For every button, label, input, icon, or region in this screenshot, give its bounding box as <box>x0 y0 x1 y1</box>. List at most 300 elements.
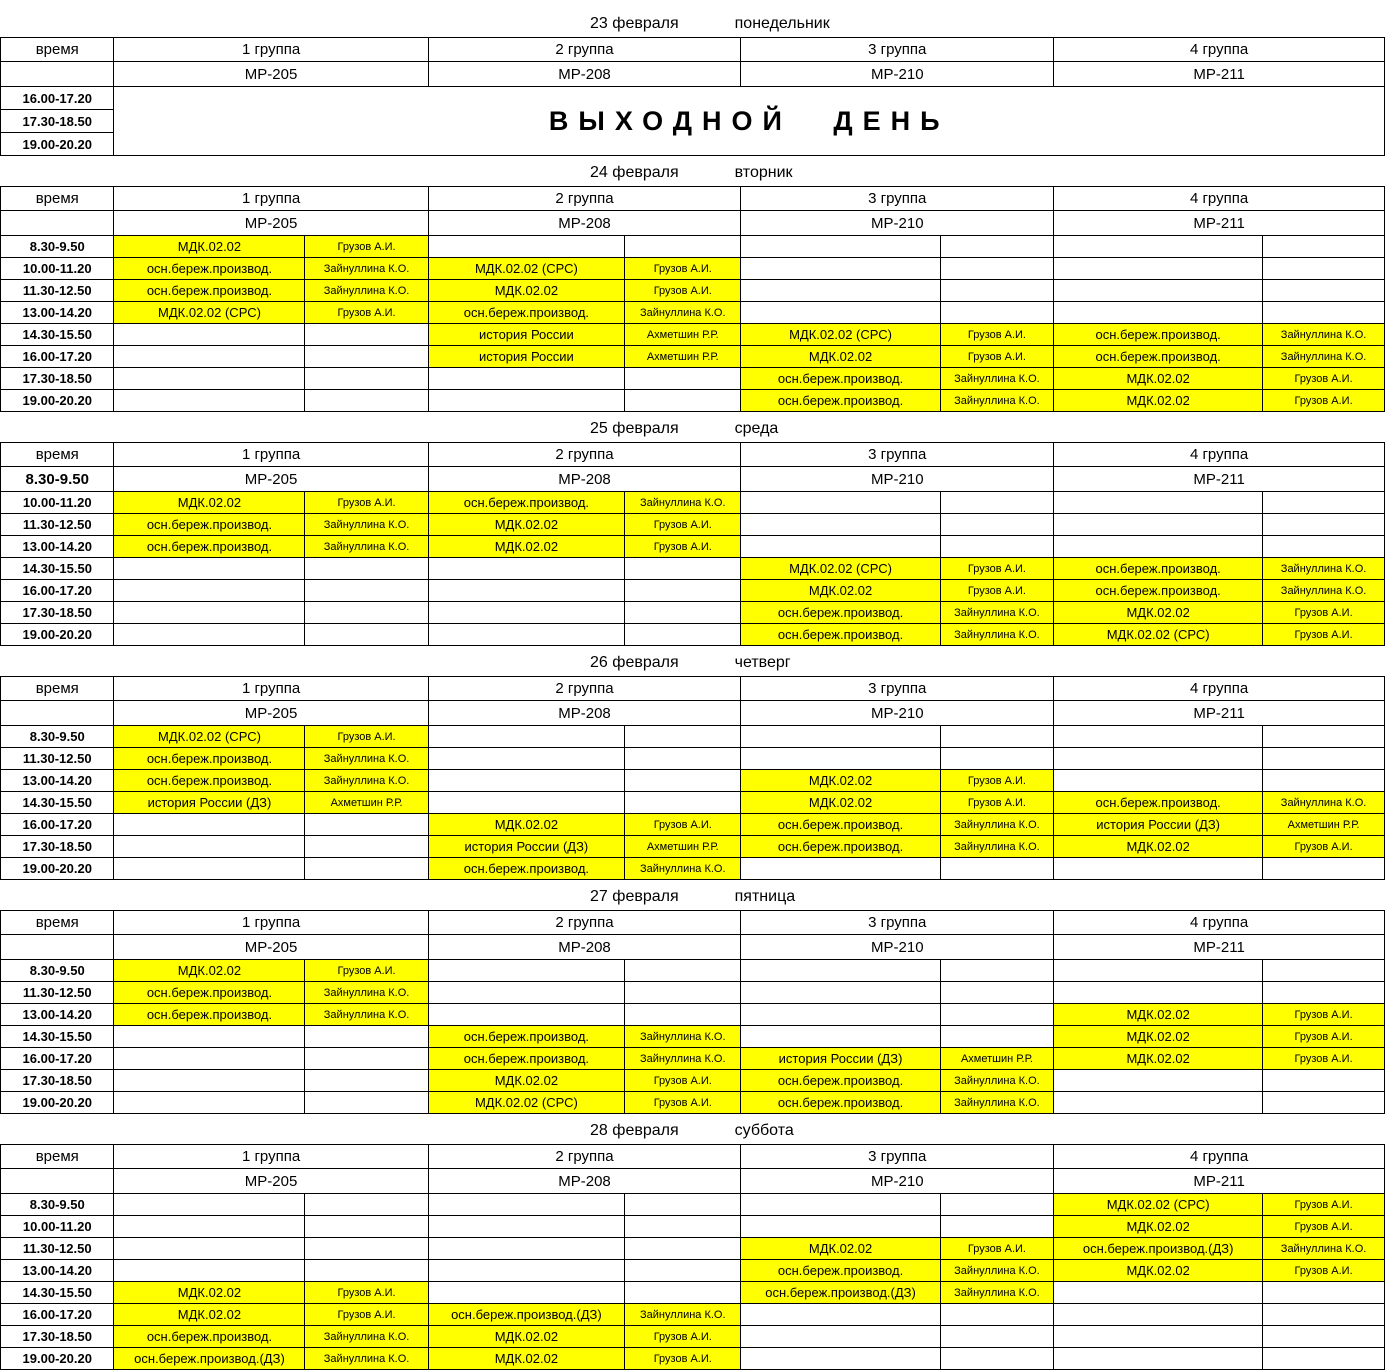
subject-cell: МДК.02.02 <box>1054 368 1263 390</box>
subject-cell: МДК.02.02 <box>428 814 625 836</box>
room-cell: МР-208 <box>428 62 741 87</box>
teacher-cell: Зайнуллина К.О. <box>305 982 428 1004</box>
schedule-row <box>1 236 1385 258</box>
day-date: 24 февраля <box>590 164 679 181</box>
subject-cell: осн.береж.производ. <box>1054 346 1263 368</box>
schedule-row <box>1 1326 1385 1348</box>
subject-cell <box>114 1092 305 1114</box>
time-header-cell: время <box>1 1145 114 1169</box>
room-row-time-cell <box>1 62 114 87</box>
teacher-cell <box>1263 748 1385 770</box>
teacher-cell <box>305 624 428 646</box>
schedule-row <box>1 624 1385 646</box>
room-cell: МР-205 <box>114 62 428 87</box>
group-header-cell: 3 группа <box>741 187 1054 211</box>
day-title <box>0 653 1385 673</box>
subject-cell: история России (ДЗ) <box>1054 814 1263 836</box>
room-cell: МР-211 <box>1054 935 1385 960</box>
subject-cell <box>1054 1304 1263 1326</box>
schedule-table <box>0 442 1385 646</box>
day-date: 27 февраля <box>590 888 679 905</box>
teacher-cell <box>940 1304 1053 1326</box>
time-cell: 16.00-17.20 <box>1 580 114 602</box>
schedule-row <box>1 580 1385 602</box>
subject-cell <box>114 814 305 836</box>
teacher-cell: Грузов А.И. <box>305 1282 428 1304</box>
teacher-cell <box>305 1048 428 1070</box>
teacher-cell <box>1263 280 1385 302</box>
room-cell: МР-208 <box>428 701 741 726</box>
group-header-cell: 2 группа <box>428 1145 741 1169</box>
subject-cell <box>741 748 940 770</box>
day-weekday: среда <box>734 420 779 437</box>
teacher-cell: Ахметшин Р.Р. <box>625 836 741 858</box>
subject-cell <box>114 836 305 858</box>
group-header-cell: 2 группа <box>428 38 741 62</box>
group-header-cell: 4 группа <box>1054 38 1385 62</box>
subject-cell <box>428 1260 625 1282</box>
teacher-cell <box>625 792 741 814</box>
teacher-cell <box>940 1216 1053 1238</box>
schedule-row <box>1 258 1385 280</box>
subject-cell: осн.береж.производ.(ДЗ) <box>114 1348 305 1370</box>
subject-cell <box>428 1238 625 1260</box>
subject-cell <box>741 1004 940 1026</box>
teacher-cell <box>940 492 1053 514</box>
teacher-cell: Грузов А.И. <box>1263 1216 1385 1238</box>
subject-cell: осн.береж.производ. <box>428 1026 625 1048</box>
subject-cell: МДК.02.02 (СРС) <box>1054 1194 1263 1216</box>
subject-cell: МДК.02.02 <box>428 1348 625 1370</box>
subject-cell: МДК.02.02 <box>114 492 305 514</box>
schedule-table <box>0 1144 1385 1370</box>
time-header-cell: время <box>1 38 114 62</box>
teacher-cell: Грузов А.И. <box>625 1092 741 1114</box>
room-cell: МР-208 <box>428 1169 741 1194</box>
subject-cell <box>114 324 305 346</box>
teacher-cell: Грузов А.И. <box>1263 1026 1385 1048</box>
subject-cell <box>741 1348 940 1370</box>
subject-cell: МДК.02.02 <box>741 770 940 792</box>
subject-cell: осн.береж.производ. <box>741 814 940 836</box>
teacher-cell: Грузов А.И. <box>1263 836 1385 858</box>
header-row <box>1 38 1385 62</box>
subject-cell: осн.береж.производ. <box>114 536 305 558</box>
schedule-row <box>1 1238 1385 1260</box>
teacher-cell: Грузов А.И. <box>625 280 741 302</box>
subject-cell: МДК.02.02 <box>428 536 625 558</box>
teacher-cell: Грузов А.И. <box>305 960 428 982</box>
room-row-time-cell: 8.30-9.50 <box>1 467 114 492</box>
teacher-cell: Зайнуллина К.О. <box>1263 324 1385 346</box>
teacher-cell: Грузов А.И. <box>1263 602 1385 624</box>
teacher-cell <box>940 1004 1053 1026</box>
teacher-cell: Ахметшин Р.Р. <box>1263 814 1385 836</box>
subject-cell: осн.береж.производ. <box>428 858 625 880</box>
teacher-cell <box>1263 960 1385 982</box>
teacher-cell: Грузов А.И. <box>1263 624 1385 646</box>
subject-cell: история России (ДЗ) <box>114 792 305 814</box>
subject-cell: осн.береж.производ. <box>114 748 305 770</box>
time-cell: 17.30-18.50 <box>1 602 114 624</box>
subject-cell <box>428 558 625 580</box>
day-title <box>0 1121 1385 1141</box>
subject-cell <box>428 770 625 792</box>
schedule-row <box>1 858 1385 880</box>
subject-cell <box>1054 1092 1263 1114</box>
time-cell: 17.30-18.50 <box>1 110 114 133</box>
room-cell: МР-205 <box>114 211 428 236</box>
subject-cell: МДК.02.02 <box>428 1070 625 1092</box>
schedule-row <box>1 368 1385 390</box>
time-cell: 17.30-18.50 <box>1 368 114 390</box>
time-cell: 14.30-15.50 <box>1 324 114 346</box>
room-cell: МР-210 <box>741 211 1054 236</box>
group-header-cell: 1 группа <box>114 38 428 62</box>
teacher-cell: Грузов А.И. <box>305 236 428 258</box>
time-header-cell: время <box>1 187 114 211</box>
schedule-row <box>1 726 1385 748</box>
subject-cell <box>114 558 305 580</box>
teacher-cell <box>1263 258 1385 280</box>
teacher-cell: Зайнуллина К.О. <box>940 814 1053 836</box>
schedule-row <box>1 1348 1385 1370</box>
subject-cell <box>428 1004 625 1026</box>
teacher-cell <box>940 536 1053 558</box>
subject-cell: МДК.02.02 <box>114 236 305 258</box>
teacher-cell: Зайнуллина К.О. <box>940 1070 1053 1092</box>
time-cell: 19.00-20.20 <box>1 1348 114 1370</box>
teacher-cell <box>940 236 1053 258</box>
schedule-row <box>1 770 1385 792</box>
teacher-cell: Грузов А.И. <box>625 258 741 280</box>
holiday-label: ВЫХОДНОЙ ДЕНЬ <box>114 87 1385 156</box>
subject-cell: МДК.02.02 (СРС) <box>741 558 940 580</box>
subject-cell <box>428 580 625 602</box>
teacher-cell: Зайнуллина К.О. <box>305 1004 428 1026</box>
teacher-cell <box>625 960 741 982</box>
teacher-cell <box>940 280 1053 302</box>
subject-cell: МДК.02.02 <box>741 346 940 368</box>
time-cell: 14.30-15.50 <box>1 1026 114 1048</box>
teacher-cell <box>625 748 741 770</box>
day-section <box>0 163 1385 412</box>
subject-cell: осн.береж.производ. <box>114 280 305 302</box>
teacher-cell: Грузов А.И. <box>625 514 741 536</box>
teacher-cell: Грузов А.И. <box>1263 1194 1385 1216</box>
header-row <box>1 1145 1385 1169</box>
time-cell: 19.00-20.20 <box>1 390 114 412</box>
subject-cell <box>741 236 940 258</box>
teacher-cell: Зайнуллина К.О. <box>1263 558 1385 580</box>
time-cell: 8.30-9.50 <box>1 726 114 748</box>
subject-cell: история России <box>428 324 625 346</box>
time-cell: 13.00-14.20 <box>1 1004 114 1026</box>
teacher-cell <box>940 982 1053 1004</box>
subject-cell <box>114 1194 305 1216</box>
teacher-cell <box>305 390 428 412</box>
day-weekday: четверг <box>734 654 791 671</box>
subject-cell: осн.береж.производ. <box>428 302 625 324</box>
teacher-cell <box>305 346 428 368</box>
subject-cell: осн.береж.производ. <box>1054 324 1263 346</box>
subject-cell: МДК.02.02 (СРС) <box>114 302 305 324</box>
subject-cell: МДК.02.02 <box>428 1326 625 1348</box>
time-cell: 19.00-20.20 <box>1 858 114 880</box>
subject-cell <box>428 748 625 770</box>
subject-cell: МДК.02.02 <box>1054 1048 1263 1070</box>
subject-cell: осн.береж.производ.(ДЗ) <box>1054 1238 1263 1260</box>
day-date: 23 февраля <box>590 15 679 32</box>
subject-cell <box>114 602 305 624</box>
room-cell: МР-211 <box>1054 62 1385 87</box>
subject-cell <box>428 1216 625 1238</box>
teacher-cell <box>1263 536 1385 558</box>
day-date: 25 февраля <box>590 420 679 437</box>
time-cell: 16.00-17.20 <box>1 1048 114 1070</box>
teacher-cell: Грузов А.И. <box>625 814 741 836</box>
subject-cell <box>428 368 625 390</box>
time-cell: 11.30-12.50 <box>1 748 114 770</box>
teacher-cell <box>625 1282 741 1304</box>
group-header-cell: 1 группа <box>114 677 428 701</box>
time-cell: 16.00-17.20 <box>1 87 114 110</box>
subject-cell: МДК.02.02 <box>1054 390 1263 412</box>
subject-cell: МДК.02.02 (СРС) <box>428 1092 625 1114</box>
room-cell: МР-210 <box>741 1169 1054 1194</box>
schedule-row <box>1 602 1385 624</box>
teacher-cell <box>305 836 428 858</box>
teacher-cell <box>305 1238 428 1260</box>
teacher-cell <box>625 368 741 390</box>
subject-cell: МДК.02.02 <box>1054 1004 1263 1026</box>
time-cell: 19.00-20.20 <box>1 624 114 646</box>
subject-cell: МДК.02.02 <box>114 1304 305 1326</box>
teacher-cell: Зайнуллина К.О. <box>625 858 741 880</box>
teacher-cell: Зайнуллина К.О. <box>940 1260 1053 1282</box>
teacher-cell <box>625 558 741 580</box>
teacher-cell <box>625 1238 741 1260</box>
schedule-row <box>1 280 1385 302</box>
teacher-cell: Грузов А.И. <box>1263 368 1385 390</box>
time-cell: 11.30-12.50 <box>1 280 114 302</box>
group-header-cell: 2 группа <box>428 443 741 467</box>
subject-cell <box>428 236 625 258</box>
subject-cell <box>1054 280 1263 302</box>
teacher-cell: Зайнуллина К.О. <box>305 1326 428 1348</box>
teacher-cell: Зайнуллина К.О. <box>1263 580 1385 602</box>
teacher-cell: Грузов А.И. <box>625 536 741 558</box>
schedule-row <box>1 492 1385 514</box>
time-cell: 10.00-11.20 <box>1 1216 114 1238</box>
teacher-cell: Грузов А.И. <box>940 770 1053 792</box>
teacher-cell <box>1263 982 1385 1004</box>
teacher-cell: Ахметшин Р.Р. <box>625 324 741 346</box>
subject-cell: осн.береж.производ. <box>428 492 625 514</box>
subject-cell <box>741 858 940 880</box>
group-header-cell: 1 группа <box>114 911 428 935</box>
time-cell: 17.30-18.50 <box>1 836 114 858</box>
subject-cell <box>114 858 305 880</box>
teacher-cell: Грузов А.И. <box>940 324 1053 346</box>
teacher-cell: Грузов А.И. <box>625 1326 741 1348</box>
subject-cell: осн.береж.производ. <box>1054 792 1263 814</box>
room-row <box>1 1169 1385 1194</box>
room-row <box>1 935 1385 960</box>
day-weekday: понедельник <box>734 15 830 32</box>
room-cell: МР-205 <box>114 1169 428 1194</box>
time-cell: 13.00-14.20 <box>1 770 114 792</box>
teacher-cell <box>305 1070 428 1092</box>
day-title <box>0 419 1385 439</box>
group-header-cell: 2 группа <box>428 187 741 211</box>
room-cell: МР-208 <box>428 935 741 960</box>
teacher-cell: Зайнуллина К.О. <box>1263 346 1385 368</box>
teacher-cell: Грузов А.И. <box>940 1238 1053 1260</box>
teacher-cell <box>940 1326 1053 1348</box>
teacher-cell <box>940 858 1053 880</box>
schedule-table <box>0 37 1385 156</box>
subject-cell: МДК.02.02 <box>1054 836 1263 858</box>
time-header-cell: время <box>1 911 114 935</box>
subject-cell: осн.береж.производ. <box>1054 580 1263 602</box>
teacher-cell <box>305 1260 428 1282</box>
teacher-cell <box>305 1092 428 1114</box>
schedule-sheet <box>0 14 1385 1370</box>
subject-cell: МДК.02.02 <box>1054 1026 1263 1048</box>
schedule-row <box>1 514 1385 536</box>
group-header-cell: 1 группа <box>114 443 428 467</box>
subject-cell: осн.береж.производ. <box>741 836 940 858</box>
subject-cell: осн.береж.производ. <box>741 624 940 646</box>
room-cell: МР-211 <box>1054 211 1385 236</box>
teacher-cell <box>625 1216 741 1238</box>
subject-cell: история России (ДЗ) <box>741 1048 940 1070</box>
group-header-cell: 3 группа <box>741 677 1054 701</box>
day-date: 28 февраля <box>590 1122 679 1139</box>
day-section <box>0 653 1385 880</box>
subject-cell: осн.береж.производ. <box>114 514 305 536</box>
schedule-row <box>1 1026 1385 1048</box>
room-cell: МР-211 <box>1054 467 1385 492</box>
subject-cell <box>1054 1326 1263 1348</box>
time-cell: 19.00-20.20 <box>1 1092 114 1114</box>
subject-cell <box>741 726 940 748</box>
schedule-row <box>1 814 1385 836</box>
teacher-cell: Грузов А.И. <box>940 580 1053 602</box>
teacher-cell <box>940 1026 1053 1048</box>
schedule-row <box>1 836 1385 858</box>
teacher-cell: Грузов А.И. <box>1263 1004 1385 1026</box>
group-header-cell: 4 группа <box>1054 677 1385 701</box>
teacher-cell <box>625 390 741 412</box>
subject-cell: МДК.02.02 <box>741 580 940 602</box>
time-cell: 13.00-14.20 <box>1 536 114 558</box>
subject-cell <box>114 368 305 390</box>
subject-cell <box>428 982 625 1004</box>
subject-cell <box>1054 960 1263 982</box>
time-cell: 11.30-12.50 <box>1 1238 114 1260</box>
subject-cell: МДК.02.02 <box>1054 1260 1263 1282</box>
subject-cell <box>428 1282 625 1304</box>
room-cell: МР-210 <box>741 935 1054 960</box>
teacher-cell <box>305 368 428 390</box>
subject-cell: осн.береж.производ. <box>114 1004 305 1026</box>
schedule-row <box>1 1260 1385 1282</box>
subject-cell: МДК.02.02 <box>1054 1216 1263 1238</box>
teacher-cell: Грузов А.И. <box>305 726 428 748</box>
teacher-cell <box>940 1348 1053 1370</box>
subject-cell <box>428 1194 625 1216</box>
room-cell: МР-211 <box>1054 701 1385 726</box>
subject-cell <box>741 302 940 324</box>
day-title <box>0 163 1385 183</box>
subject-cell: осн.береж.производ. <box>114 982 305 1004</box>
day-section <box>0 14 1385 156</box>
subject-cell <box>1054 1070 1263 1092</box>
day-section <box>0 887 1385 1114</box>
time-cell: 10.00-11.20 <box>1 492 114 514</box>
day-section <box>0 1121 1385 1370</box>
schedule-row <box>1 1194 1385 1216</box>
subject-cell <box>1054 726 1263 748</box>
teacher-cell: Зайнуллина К.О. <box>940 836 1053 858</box>
teacher-cell <box>305 814 428 836</box>
teacher-cell: Зайнуллина К.О. <box>305 536 428 558</box>
teacher-cell <box>1263 1282 1385 1304</box>
teacher-cell <box>940 514 1053 536</box>
teacher-cell <box>940 258 1053 280</box>
teacher-cell <box>1263 1304 1385 1326</box>
subject-cell: осн.береж.производ. <box>741 1092 940 1114</box>
teacher-cell: Грузов А.И. <box>940 346 1053 368</box>
teacher-cell: Зайнуллина К.О. <box>305 280 428 302</box>
group-header-cell: 3 группа <box>741 443 1054 467</box>
teacher-cell <box>625 236 741 258</box>
subject-cell <box>1054 1348 1263 1370</box>
subject-cell <box>741 1326 940 1348</box>
subject-cell <box>1054 536 1263 558</box>
subject-cell <box>114 1026 305 1048</box>
group-header-cell: 2 группа <box>428 677 741 701</box>
teacher-cell: Зайнуллина К.О. <box>305 1348 428 1370</box>
room-row <box>1 467 1385 492</box>
schedule-row <box>1 1092 1385 1114</box>
time-cell: 16.00-17.20 <box>1 346 114 368</box>
schedule-row <box>1 792 1385 814</box>
teacher-cell: Зайнуллина К.О. <box>305 258 428 280</box>
header-row <box>1 911 1385 935</box>
teacher-cell <box>1263 1092 1385 1114</box>
teacher-cell <box>625 726 741 748</box>
teacher-cell: Грузов А.И. <box>940 792 1053 814</box>
schedule-row <box>1 1304 1385 1326</box>
room-cell: МР-208 <box>428 211 741 236</box>
room-row-time-cell <box>1 935 114 960</box>
teacher-cell: Зайнуллина К.О. <box>625 1026 741 1048</box>
teacher-cell <box>1263 514 1385 536</box>
teacher-cell: Зайнуллина К.О. <box>1263 792 1385 814</box>
room-row-time-cell <box>1 701 114 726</box>
subject-cell <box>114 1070 305 1092</box>
time-cell: 14.30-15.50 <box>1 1282 114 1304</box>
subject-cell: осн.береж.производ. <box>741 390 940 412</box>
subject-cell <box>1054 770 1263 792</box>
group-header-cell: 1 группа <box>114 187 428 211</box>
header-row <box>1 443 1385 467</box>
room-cell: МР-205 <box>114 935 428 960</box>
teacher-cell: Зайнуллина К.О. <box>625 1304 741 1326</box>
